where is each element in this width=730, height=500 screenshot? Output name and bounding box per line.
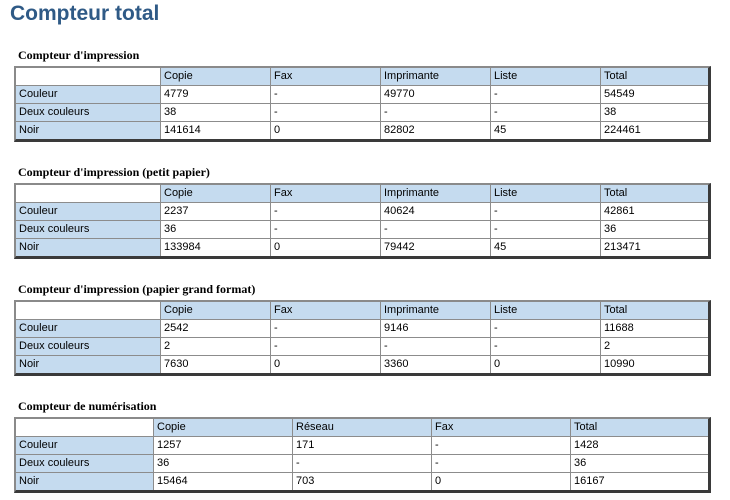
- table-cell: 1428: [571, 437, 708, 455]
- table-header-row: [16, 302, 708, 320]
- table-cell: -: [491, 338, 601, 356]
- column-header: Total: [601, 185, 708, 203]
- table-row: [16, 122, 708, 139]
- column-header: Liste: [491, 68, 601, 86]
- table-row: [16, 203, 708, 221]
- table-cell: 42861: [601, 203, 708, 221]
- table-cell: 0: [432, 473, 571, 490]
- section-title-scan-counter: Compteur de numérisation: [18, 399, 157, 413]
- table-header-row: [16, 68, 708, 86]
- table-header-row: [16, 419, 708, 437]
- table-cell: -: [432, 455, 571, 473]
- column-header: Fax: [271, 68, 381, 86]
- table-row: [16, 104, 708, 122]
- table-cell: 1257: [154, 437, 293, 455]
- table-corner-cell: [16, 419, 154, 437]
- column-header: Total: [601, 68, 708, 86]
- table-cell: 0: [271, 239, 381, 256]
- table-cell: 38: [161, 104, 271, 122]
- table-cell: 2: [601, 338, 708, 356]
- table-cell: -: [381, 104, 491, 122]
- row-label: Couleur: [16, 437, 154, 455]
- table-cell: 36: [161, 221, 271, 239]
- row-label: Deux couleurs: [16, 221, 161, 239]
- table-cell: 11688: [601, 320, 708, 338]
- small-paper-counter-table: [14, 183, 711, 259]
- row-label: Couleur: [16, 203, 161, 221]
- table-cell: 141614: [161, 122, 271, 139]
- column-header: Fax: [432, 419, 571, 437]
- table-cell: 40624: [381, 203, 491, 221]
- table-row: [16, 356, 708, 373]
- table-cell: 213471: [601, 239, 708, 256]
- row-label: Deux couleurs: [16, 104, 161, 122]
- column-header: Liste: [491, 302, 601, 320]
- section-title-print-counter: Compteur d'impression: [18, 48, 140, 62]
- print-counter-table: [14, 66, 711, 142]
- table-cell: -: [271, 338, 381, 356]
- section-title-large-paper-counter: Compteur d'impression (papier grand format): [18, 282, 256, 296]
- column-header: Copie: [161, 185, 271, 203]
- table-row: [16, 221, 708, 239]
- table-row: [16, 86, 708, 104]
- table-cell: 9146: [381, 320, 491, 338]
- column-header: Imprimante: [381, 68, 491, 86]
- table-cell: 54549: [601, 86, 708, 104]
- table-cell: 82802: [381, 122, 491, 139]
- row-label: Noir: [16, 356, 161, 373]
- column-header: Liste: [491, 185, 601, 203]
- table-cell: 2: [161, 338, 271, 356]
- table-cell: -: [491, 104, 601, 122]
- large-paper-counter-table: [14, 300, 711, 376]
- table-cell: 0: [491, 356, 601, 373]
- table-corner-cell: [16, 185, 161, 203]
- table-cell: 79442: [381, 239, 491, 256]
- table-cell: 171: [293, 437, 432, 455]
- table-cell: 36: [154, 455, 293, 473]
- table-cell: -: [271, 203, 381, 221]
- table-cell: 2237: [161, 203, 271, 221]
- row-label: Deux couleurs: [16, 338, 161, 356]
- table-cell: -: [271, 320, 381, 338]
- table-cell: 7630: [161, 356, 271, 373]
- table-cell: 2542: [161, 320, 271, 338]
- table-cell: 133984: [161, 239, 271, 256]
- table-cell: 703: [293, 473, 432, 490]
- row-label: Couleur: [16, 320, 161, 338]
- table-corner-cell: [16, 68, 161, 86]
- column-header: Imprimante: [381, 185, 491, 203]
- table-cell: -: [381, 221, 491, 239]
- table-cell: -: [271, 86, 381, 104]
- table-corner-cell: [16, 302, 161, 320]
- table-cell: 49770: [381, 86, 491, 104]
- row-label: Noir: [16, 122, 161, 139]
- table-cell: 0: [271, 356, 381, 373]
- table-cell: -: [381, 338, 491, 356]
- table-row: [16, 320, 708, 338]
- row-label: Noir: [16, 473, 154, 490]
- table-row: [16, 239, 708, 256]
- column-header: Copie: [154, 419, 293, 437]
- table-cell: 45: [491, 239, 601, 256]
- table-cell: 45: [491, 122, 601, 139]
- column-header: Copie: [161, 68, 271, 86]
- table-cell: -: [491, 86, 601, 104]
- table-cell: 10990: [601, 356, 708, 373]
- table-header-row: [16, 185, 708, 203]
- column-header: Total: [571, 419, 708, 437]
- table-cell: -: [491, 203, 601, 221]
- table-row: [16, 473, 708, 490]
- column-header: Fax: [271, 185, 381, 203]
- page-title: Compteur total: [10, 2, 160, 25]
- row-label: Couleur: [16, 86, 161, 104]
- table-row: [16, 338, 708, 356]
- column-header: Fax: [271, 302, 381, 320]
- section-title-small-paper-counter: Compteur d'impression (petit papier): [18, 165, 210, 179]
- table-cell: -: [271, 221, 381, 239]
- table-cell: -: [491, 221, 601, 239]
- row-label: Noir: [16, 239, 161, 256]
- column-header: Total: [601, 302, 708, 320]
- table-cell: 36: [571, 455, 708, 473]
- table-row: [16, 455, 708, 473]
- table-cell: 38: [601, 104, 708, 122]
- scan-counter-table: [14, 417, 711, 493]
- column-header: Imprimante: [381, 302, 491, 320]
- table-cell: -: [432, 437, 571, 455]
- table-cell: -: [491, 320, 601, 338]
- table-cell: 4779: [161, 86, 271, 104]
- column-header: Copie: [161, 302, 271, 320]
- table-cell: -: [271, 104, 381, 122]
- table-cell: 16167: [571, 473, 708, 490]
- table-cell: 0: [271, 122, 381, 139]
- column-header: Réseau: [293, 419, 432, 437]
- table-cell: 36: [601, 221, 708, 239]
- row-label: Deux couleurs: [16, 455, 154, 473]
- table-row: [16, 437, 708, 455]
- table-cell: 224461: [601, 122, 708, 139]
- table-cell: -: [293, 455, 432, 473]
- table-cell: 15464: [154, 473, 293, 490]
- table-cell: 3360: [381, 356, 491, 373]
